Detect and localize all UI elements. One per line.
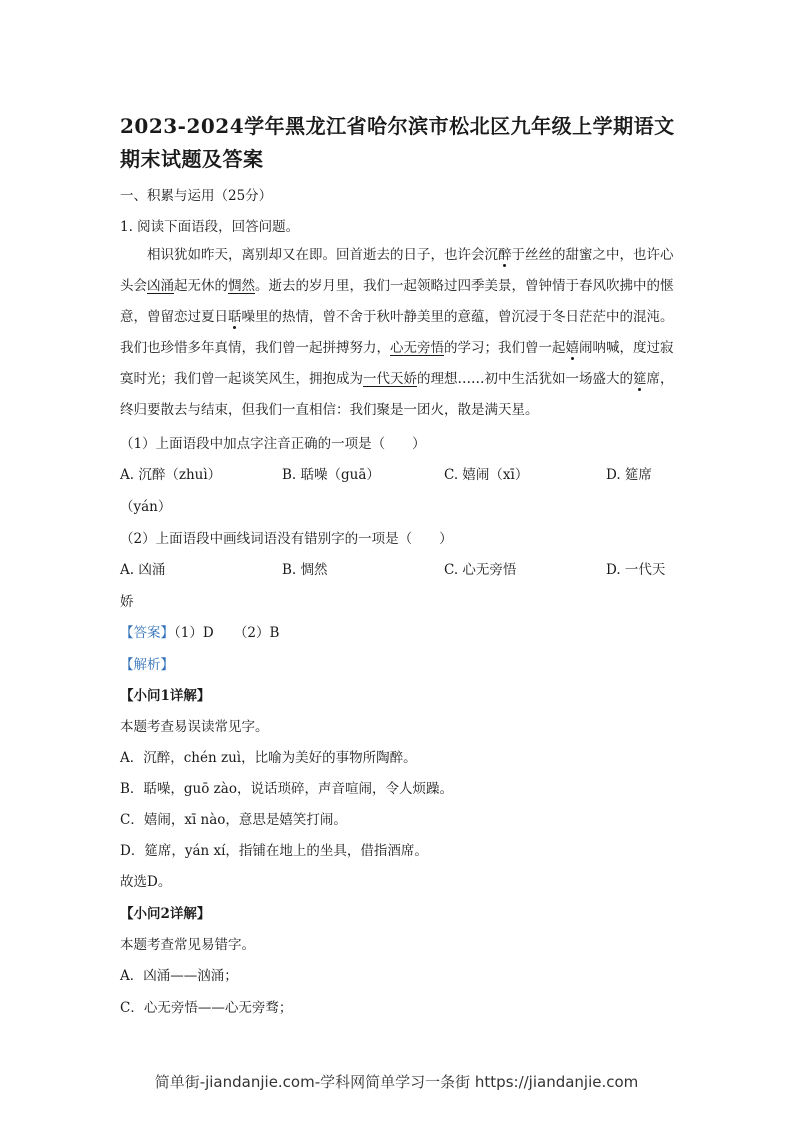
- dotted-char: 筵: [633, 371, 647, 387]
- detail-1-option-a: A．沉醉，chén zuì，比喻为美好的事物所陶醉。: [120, 750, 417, 766]
- question-1-stem: 1. 阅读下面语段，回答问题。: [120, 219, 300, 235]
- underlined-word: 心无旁悟: [390, 340, 444, 356]
- underlined-word: 一代天娇: [363, 371, 417, 387]
- detail-1-heading: 【小问1详解】: [120, 688, 211, 704]
- dotted-char: 醉: [498, 247, 512, 263]
- detail-1-option-d: D．筵席，yán xí，指铺在地上的坐具，借指酒席。: [120, 843, 428, 859]
- sub2-option-d-cont: 娇: [120, 594, 134, 610]
- footer-watermark: 简单街-jiandanjie.com-学科网简单学习一条街 https://jiandanjie.com: [154, 1073, 639, 1091]
- answer-text: （1）D （2）B: [174, 625, 280, 641]
- answer-line: [120, 623, 279, 643]
- sub2-option-c: C. 心无旁悟: [444, 562, 517, 578]
- detail-1-choice: 故选D。: [120, 874, 172, 890]
- detail-2-intro: 本题考查常见易错字。: [120, 937, 255, 953]
- sub1-option-b: B. 聒噪（guā）: [282, 467, 380, 483]
- underlined-word: 凶涌: [147, 278, 174, 294]
- sub2-option-a: A. 凶涌: [120, 562, 166, 578]
- sub1-option-d: D. 筵席: [606, 467, 652, 483]
- detail-1-intro: 本题考查易误读常见字。: [120, 719, 269, 735]
- sub-question-1: （1）上面语段中加点字注音正确的一项是（ ）: [120, 436, 426, 452]
- sub2-option-d: D. 一代天: [606, 562, 666, 578]
- sub1-option-a: A. 沉醉（zhuì）: [120, 467, 222, 483]
- sub2-option-b: B. 惆然: [282, 562, 328, 578]
- reading-passage: 相识犹如昨天，离别却又在即。回首逝去的日子，也许会沉醉于丝丝的甜蜜之中，也许心头会凶涌起无休的惆然。逝去的岁月里，我们一起领略过四季美景，曾钟情于春风吹拂中的惬意，曾留恋过夏日聒噪里的热情，曾不舍于秋叶静美里的意蕴，曾沉浸于冬日茫茫中的混沌。我们也珍惜多年真情，我们曾一起拼搏努力，心无旁悟的学习；我们曾一起嬉闹呐喊，度过寂寞时光；我们曾一起谈笑风生，拥抱成为一代天娇的理想……初中生活犹如一场盛大的筵席，终归要散去与结束，但我们一直相信：我们聚是一团火，散是满天星。: [120, 247, 674, 418]
- section-heading: 一、积累与运用（25分）: [120, 188, 273, 204]
- detail-1-option-b: B．聒噪，guō zào，说话琐碎，声音喧闹，令人烦躁。: [120, 781, 453, 797]
- sub-question-2: （2）上面语段中画线词语没有错别字的一项是（ ）: [120, 531, 453, 547]
- dotted-char: 嬉: [565, 340, 579, 356]
- detail-1-option-c: C．嬉闹，xī nào，意思是嬉笑打闹。: [120, 812, 347, 828]
- sub1-option-d-cont: （yán）: [120, 499, 172, 515]
- detail-2-option-a: A．凶涌——汹涌；: [120, 968, 238, 984]
- detail-2-heading: 【小问2详解】: [120, 906, 211, 922]
- sub1-option-c: C. 嬉闹（xī）: [444, 467, 529, 483]
- detail-2-option-c: C．心无旁悟——心无旁骛；: [120, 1000, 293, 1016]
- doc-title-line2: 期末试题及答案: [120, 147, 264, 171]
- analysis-tag: 【解析】: [120, 657, 174, 673]
- underlined-word: 惆然: [228, 278, 255, 294]
- doc-title-line1: 2023-2024学年黑龙江省哈尔滨市松北区九年级上学期语文: [120, 114, 675, 138]
- dotted-char: 聒: [228, 309, 242, 325]
- answer-tag: 【答案】: [120, 625, 174, 641]
